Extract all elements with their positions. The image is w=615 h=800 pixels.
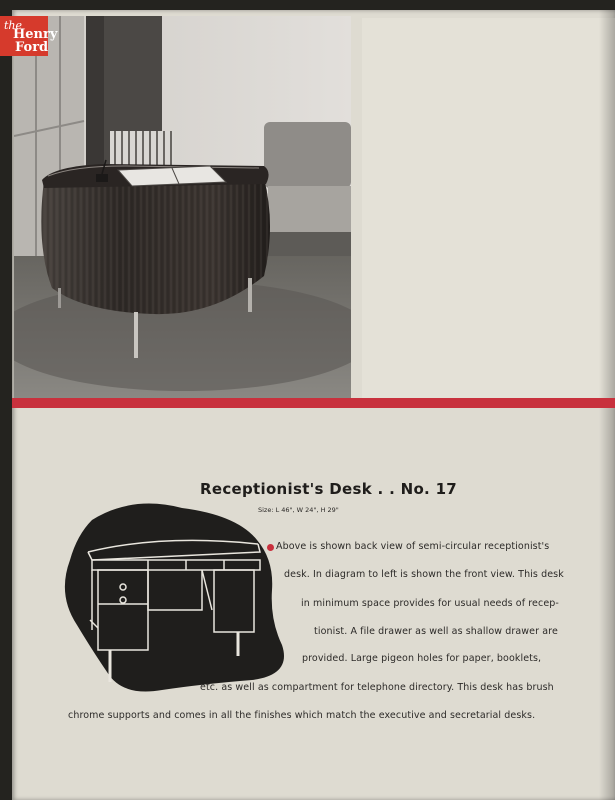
- description-line-1: Above is shown back view of semi-circular receptionist's: [276, 541, 550, 552]
- blank-area: [362, 18, 615, 408]
- description-line-3: in minimum space provides for usual needs of recep-: [301, 598, 559, 609]
- desk-photo-image: [14, 16, 351, 398]
- logo-text-the: the: [4, 19, 23, 32]
- description-line-2: desk. In diagram to left is shown the front view. This desk: [284, 569, 564, 580]
- product-title: Receptionist's Desk . . No. 17: [200, 480, 458, 498]
- red-dot-bullet-icon: [267, 544, 274, 551]
- desk-diagram-illustration: [62, 500, 287, 700]
- description-line-5: provided. Large pigeon holes for paper, booklets,: [302, 653, 542, 664]
- red-divider-band: [12, 398, 615, 408]
- logo-text-ford: Ford: [15, 40, 49, 55]
- logo-text-henry: Henry: [13, 27, 58, 42]
- product-size: Size: L 46", W 24", H 29": [258, 506, 339, 514]
- description-line-6: etc. as well as compartment for telephone directory. This desk has brush: [200, 682, 554, 693]
- desk-photograph: [14, 16, 351, 398]
- description-line-7: chrome supports and comes in all the finishes which match the executive and secretarial desks.: [68, 710, 536, 721]
- description-line-4: tionist. A file drawer as well as shallow drawer are: [314, 626, 558, 637]
- henry-ford-logo[interactable]: [0, 16, 58, 56]
- desk-front-diagram: [62, 500, 287, 700]
